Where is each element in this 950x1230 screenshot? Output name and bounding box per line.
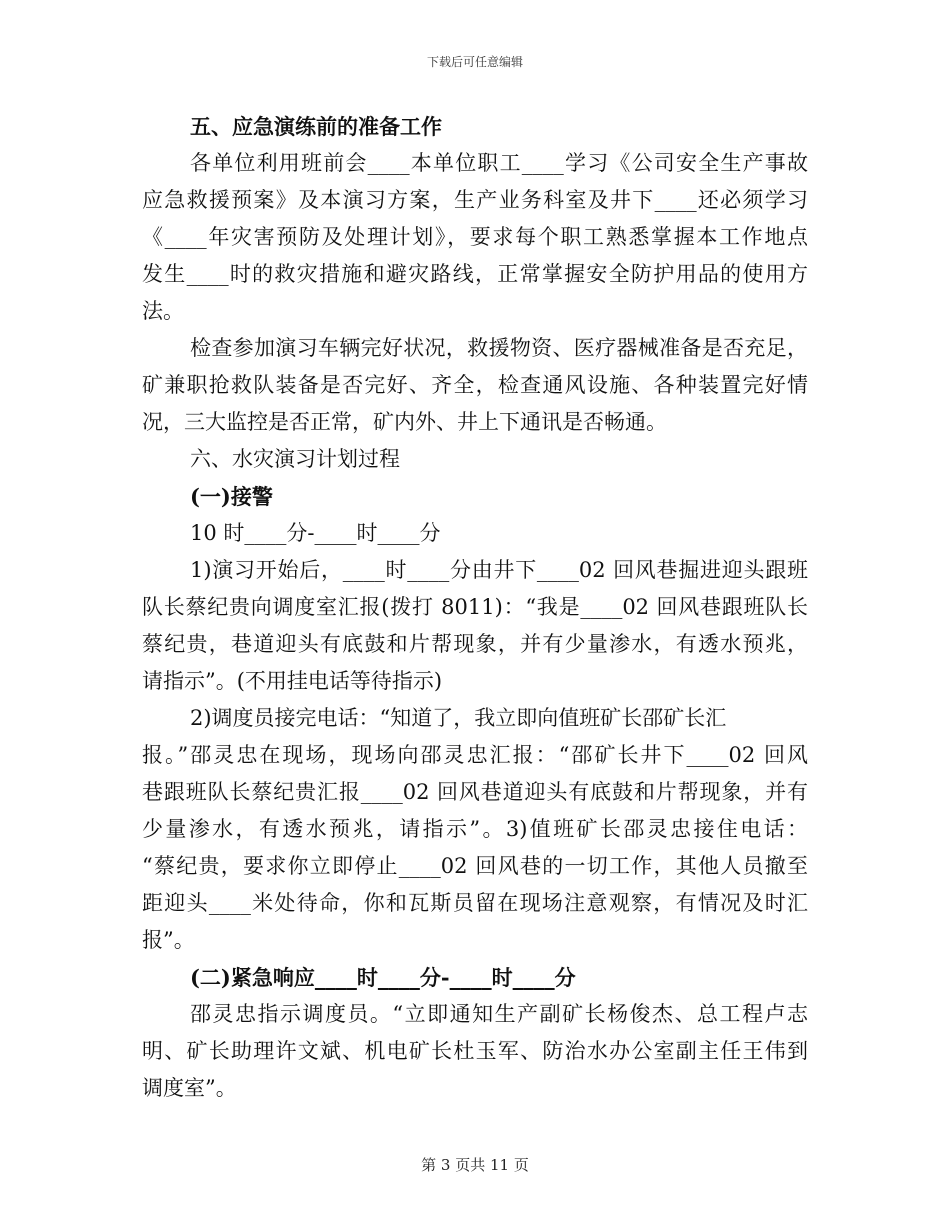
text-line: 明、矿长助理许文斌、机电矿长杜玉军、防治水办公室副主任王伟到 xyxy=(142,1039,808,1063)
text-line: 发生____时的救灾措施和避灾路线，正常掌握安全防护用品的使用方 xyxy=(142,262,808,286)
text-line: 应急救援预案》及本演习方案，生产业务科室及井下____还必须学习 xyxy=(142,188,808,212)
text-line: 蔡纪贵，巷道迎头有底鼓和片帮现象，并有少量渗水，有透水预兆， xyxy=(142,632,808,656)
text-line: 1)演习开始后，____时____分由井下____02 回风巷掘进迎头跟班 xyxy=(190,558,808,582)
text-line: 巷跟班队长蔡纪贵汇报____02 回风巷道迎头有底鼓和片帮现象，并有 xyxy=(142,780,808,804)
text-line: 距迎头____米处待命，你和瓦斯员留在现场注意观察，有情况及时汇 xyxy=(142,891,808,915)
text-line: 检查参加演习车辆完好状况，救援物资、医疗器械准备是否充足， xyxy=(190,336,808,360)
document-body xyxy=(142,108,808,1107)
subsection-heading: (一)接警 xyxy=(190,484,273,509)
text-line: 少量渗水，有透水预兆，请指示”。3)值班矿长邵灵忠接住电话： xyxy=(142,817,808,841)
text-line: 10 时____分-____时____分 xyxy=(190,521,441,545)
text-line: 调度室”。 xyxy=(142,1076,237,1100)
text-line: 《____年灾害预防及处理计划》，要求每个职工熟悉掌握本工作地点 xyxy=(142,225,808,249)
text-line: 报”。 xyxy=(142,928,195,952)
text-line: “蔡纪贵，要求你立即停止____02 回风巷的一切工作，其他人员撤至 xyxy=(142,854,808,878)
text-line: 各单位利用班前会____本单位职工____学习《公司安全生产事故 xyxy=(190,151,808,175)
text-line: 请指示”。(不用挂电话等待指示) xyxy=(142,669,443,693)
text-line: 报。”邵灵忠在现场，现场向邵灵忠汇报：“邵矿长井下____02 回风 xyxy=(142,743,808,767)
text-line: 2)调度员接完电话：“知道了，我立即向值班矿长邵矿长汇 xyxy=(190,706,727,730)
section-heading: 六、水灾演习计划过程 xyxy=(190,447,400,471)
page-header-note: 下载后可任意编辑 xyxy=(426,55,523,69)
text-line: 队长蔡纪贵向调度室汇报(拨打 8011)：“我是____02 回风巷跟班队长 xyxy=(142,595,808,619)
page-number: 第 3 页共 11 页 xyxy=(421,1156,529,1174)
text-line: 矿兼职抢救队装备是否完好、齐全，检查通风设施、各种装置完好情 xyxy=(142,373,808,397)
text-line: 况，三大监控是否正常，矿内外、井上下通讯是否畅通。 xyxy=(142,410,667,434)
subsection-heading: (二)紧急响应____时____分-____时____分 xyxy=(190,965,576,990)
text-line: 邵灵忠指示调度员。“立即通知生产副矿长杨俊杰、总工程卢志 xyxy=(190,1002,808,1026)
text-line: 法。 xyxy=(142,299,184,323)
section-heading: 五、应急演练前的准备工作 xyxy=(190,114,442,139)
